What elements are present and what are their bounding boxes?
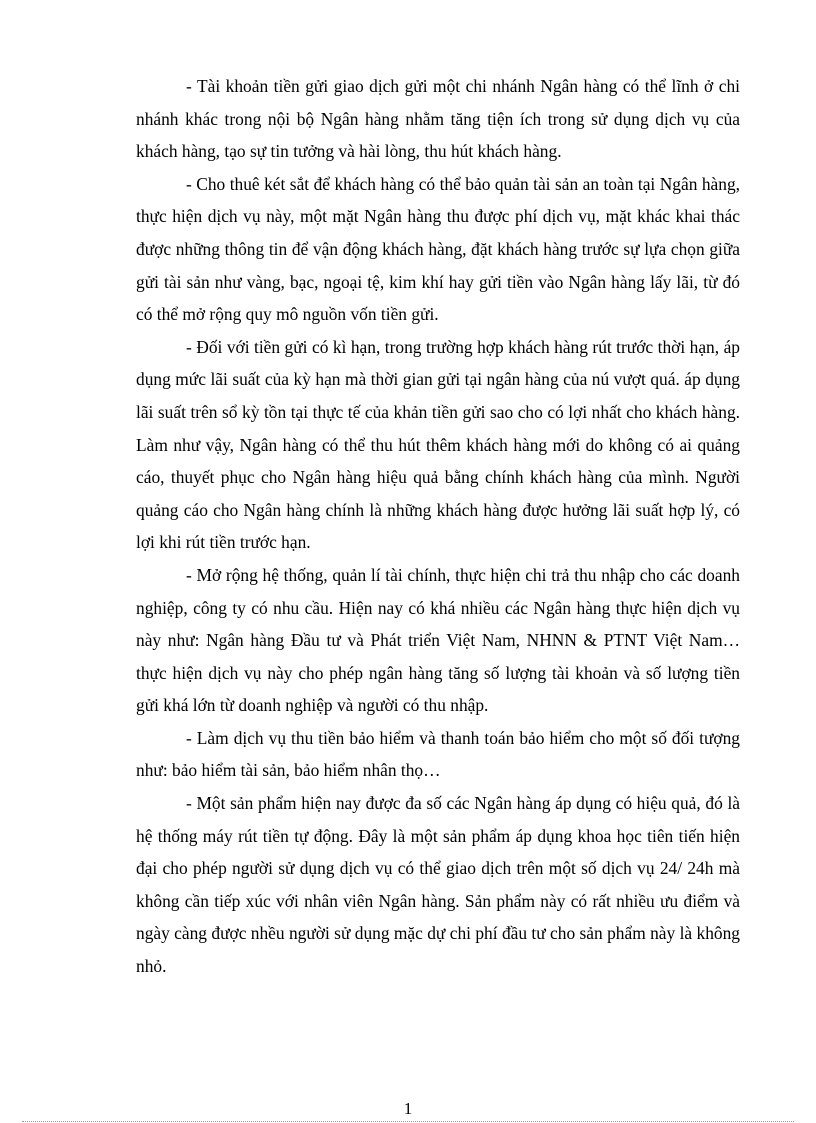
paragraph-atm-system: - Một sản phẩm hiện nay được đa số các Ngân hàng áp dụng có hiệu quả, đó là hệ thống máy rút tiền tự động. Đây là một sản phẩm áp dụng khoa học tiên tiến hiện đại cho phép người sử dụng dịch vụ có thể giao dịch trên một số dịch vụ 24/ 24h mà không cần tiếp xúc với nhân viên Ngân hàng. Sản phẩm này có rất nhiều ưu điểm và ngày càng được nhều người sử dụng mặc dự chi phí đầu tư cho sản phẩm này là không nhỏ. <box>136 793 740 977</box>
paragraph-insurance-service: - Làm dịch vụ thu tiền bảo hiểm và thanh toán bảo hiểm cho một số đối tượng như: bảo hiểm tài sản, bảo hiểm nhân thọ… <box>136 727 740 781</box>
footer-divider <box>22 1121 794 1122</box>
body-text <box>136 70 740 983</box>
paragraph-safe-deposit-box: - Cho thuê két sắt để khách hàng có thể bảo quản tài sản an toàn tại Ngân hàng, thực hiện dịch vụ này, một mặt Ngân hàng thu được phí dịch vụ, mặt khác khai thác được những thông tin để vận động khách hàng, đặt khách hàng trước sự lựa chọn giữa gửi tài sản như vàng, bạc, ngoại tệ, kim khí hay gửi tiền vào Ngân hàng lấy lãi, từ đó có thể mở rộng quy mô nguồn vốn tiền gửi. <box>136 173 740 325</box>
paragraph-term-deposit: - Đối với tiền gửi có kì hạn, trong trường hợp khách hàng rút trước thời hạn, áp dụng mức lãi suất của kỳ hạn mà thời gian gửi tại ngân hàng của nú vượt quá. áp dụng lãi suất trên sổ kỳ tồn tại thực tế của khản tiền gửi sao cho có lợi nhất cho khách hàng. Làm như vậy, Ngân hàng có thể thu hút thêm khách hàng mới do không có ai quảng cáo, thuyết phục cho Ngân hàng hiệu quả bằng chính khách hàng của mình. Người quảng cáo cho Ngân hàng chính là những khách hàng được hưởng lãi suất hợp lý, có lợi khi rút tiền trước hạn. <box>136 336 740 553</box>
page-number: 1 <box>403 1099 413 1118</box>
paragraph-savings-account-transfer: - Tài khoản tiền gửi giao dịch gửi một chi nhánh Ngân hàng có thể lĩnh ở chi nhánh khác trong nội bộ Ngân hàng nhằm tăng tiện ích trong sử dụng dịch vụ của khách hàng, tạo sự tin tưởng và hài lòng, thu hút khách hàng. <box>136 76 740 162</box>
paragraph-payroll-service: - Mở rộng hệ thống, quản lí tài chính, thực hiện chi trả thu nhập cho các doanh nghiệp, công ty có nhu cầu. Hiện nay có khá nhiều các Ngân hàng thực hiện dịch vụ này như: Ngân hàng Đầu tư và Phát triển Việt Nam, NHNN & PTNT Việt Nam… thực hiện dịch vụ này cho phép ngân hàng tăng số lượng tài khoản và số lượng tiền gửi khá lớn từ doanh nghiệp và người có thu nhập. <box>136 564 740 716</box>
